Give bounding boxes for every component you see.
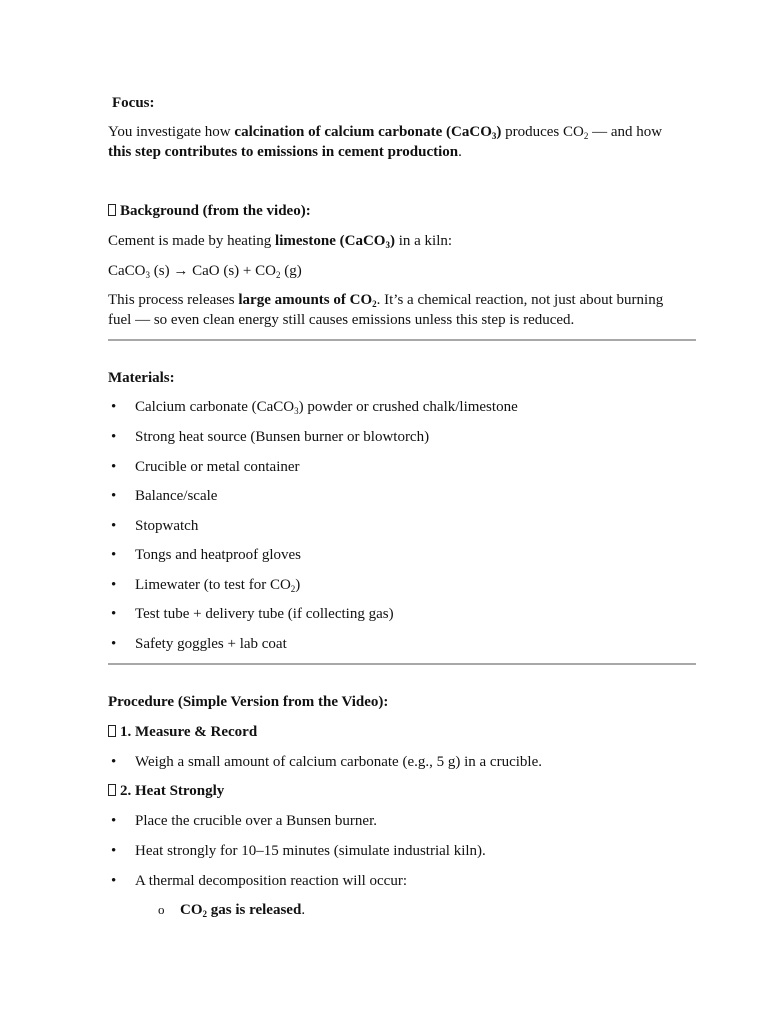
- bullet: •: [111, 606, 117, 622]
- bullet: •: [111, 577, 117, 593]
- bullet: •: [111, 399, 117, 415]
- background-line: Cement is made by heating limestone (CaCO$_3$) in a kiln:: [108, 233, 453, 250]
- bullet: •: [111, 488, 117, 504]
- bullet: •: [111, 813, 117, 829]
- bullet: •: [111, 873, 117, 889]
- step-heading: 2. Heat Strongly: [108, 781, 696, 801]
- bullet: •: [111, 429, 117, 445]
- missing-glyph-icon: [108, 204, 116, 216]
- section-divider: [108, 663, 696, 665]
- reaction-equation: CaCO$_3$ (s) → CaO $(s) + CO_2$ (g): [108, 263, 302, 280]
- missing-glyph-icon: [108, 784, 116, 796]
- missing-glyph-icon: [108, 725, 116, 737]
- background-paragraph: This process releases large amounts of $CO_2$. It’s a chemical reaction, not just about burning fuel — so even clean energy still causes emissions unless this step is reduced.: [108, 292, 664, 328]
- bullet: •: [111, 754, 117, 770]
- materials-heading: Materials:: [108, 370, 175, 386]
- sub-bullet: o: [158, 902, 165, 917]
- section-divider: [108, 339, 696, 341]
- bullet: •: [111, 636, 117, 652]
- bullet: •: [111, 459, 117, 475]
- focus-heading: Focus:: [112, 95, 155, 111]
- bullet: •: [111, 843, 117, 859]
- bullet: •: [111, 547, 117, 563]
- bullet: •: [111, 518, 117, 534]
- step-heading: 1. Measure & Record: [108, 722, 696, 742]
- procedure-heading: Procedure (Simple Version from the Video):: [108, 694, 389, 710]
- focus-paragraph: You investigate how calcination of calcium carbonate (CaCO$_3$) produces $CO_2$ — and how this step contributes to emissions in cement production.: [108, 124, 663, 160]
- background-heading: Background (from the video):: [108, 201, 696, 221]
